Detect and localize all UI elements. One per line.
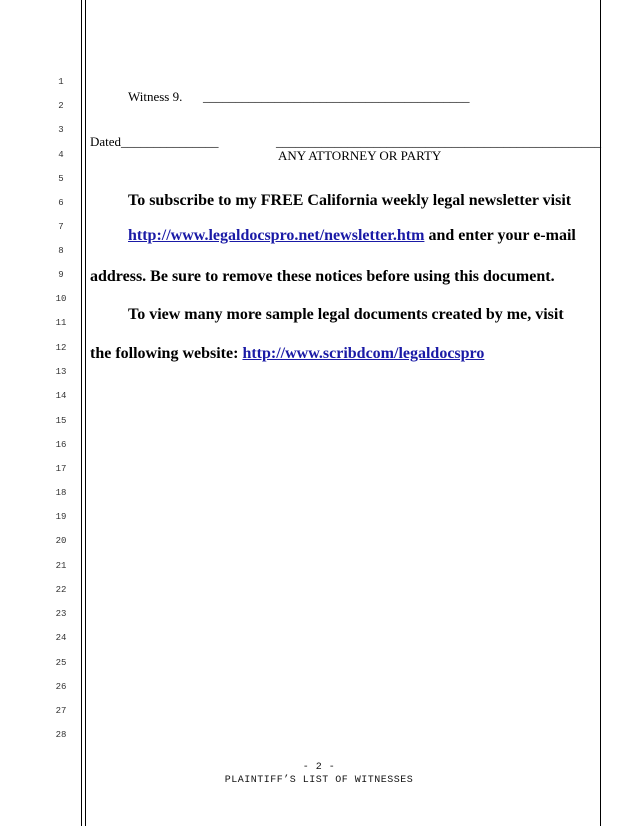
line-number: 6	[58, 198, 64, 208]
line-number: 17	[55, 464, 67, 474]
line-number: 22	[55, 585, 67, 595]
line-number: 28	[55, 730, 67, 740]
dated-text: Dated	[90, 134, 122, 149]
line-number: 4	[58, 150, 64, 160]
line-number: 20	[55, 536, 67, 546]
notice-line-2-rest: and enter your e-mail	[424, 227, 576, 244]
dated-label	[90, 134, 219, 150]
signer-caption: ANY ATTORNEY OR PARTY	[278, 148, 442, 163]
notice-line-3: address. Be sure to remove these notices before using this document.	[90, 268, 555, 285]
line-number: 7	[58, 222, 64, 232]
notice-line-4: To view many more sample legal documents created by me, visit	[128, 306, 564, 323]
right-margin-rule	[600, 0, 601, 826]
left-margin-rule-inner	[85, 0, 86, 826]
line-number: 10	[55, 294, 67, 304]
notice-line-5	[90, 345, 484, 363]
line-number: 24	[55, 633, 67, 643]
scribd-link[interactable]: http://www.scribdcom/legaldocspro	[242, 345, 485, 362]
page-number: - 2 -	[302, 762, 336, 773]
notice-line-5-lead: the following website:	[90, 345, 243, 362]
line-number: 1	[58, 77, 64, 87]
line-number: 14	[55, 391, 67, 401]
signature-line: __________________________________________________	[276, 134, 601, 149]
line-number: 26	[55, 682, 67, 692]
notice-line-2	[128, 227, 576, 245]
line-number: 18	[55, 488, 67, 498]
notice-line-1: To subscribe to my FREE California weekly legal newsletter visit	[128, 192, 572, 209]
document-title: PLAINTIFF’S LIST OF WITNESSES	[224, 775, 414, 786]
line-number: 16	[55, 440, 67, 450]
left-margin-rule-outer	[81, 0, 82, 826]
line-number: 2	[58, 101, 64, 111]
line-number: 12	[55, 343, 67, 353]
dated-blank: _______________	[121, 134, 219, 149]
line-number: 25	[55, 658, 67, 668]
line-number: 19	[55, 512, 67, 522]
witness-blank: _________________________________________	[203, 89, 470, 104]
line-number: 15	[55, 416, 67, 426]
newsletter-link[interactable]: http://www.legaldocspro.net/newsletter.htm	[128, 227, 425, 244]
witness-label: Witness 9.	[128, 89, 183, 104]
line-number: 11	[55, 318, 67, 328]
line-number: 3	[58, 125, 64, 135]
line-number: 9	[58, 270, 64, 280]
line-number: 8	[58, 246, 64, 256]
line-number: 23	[55, 609, 67, 619]
line-number: 5	[58, 174, 64, 184]
line-number: 21	[55, 561, 67, 571]
line-number: 27	[55, 706, 67, 716]
line-number: 13	[55, 367, 67, 377]
